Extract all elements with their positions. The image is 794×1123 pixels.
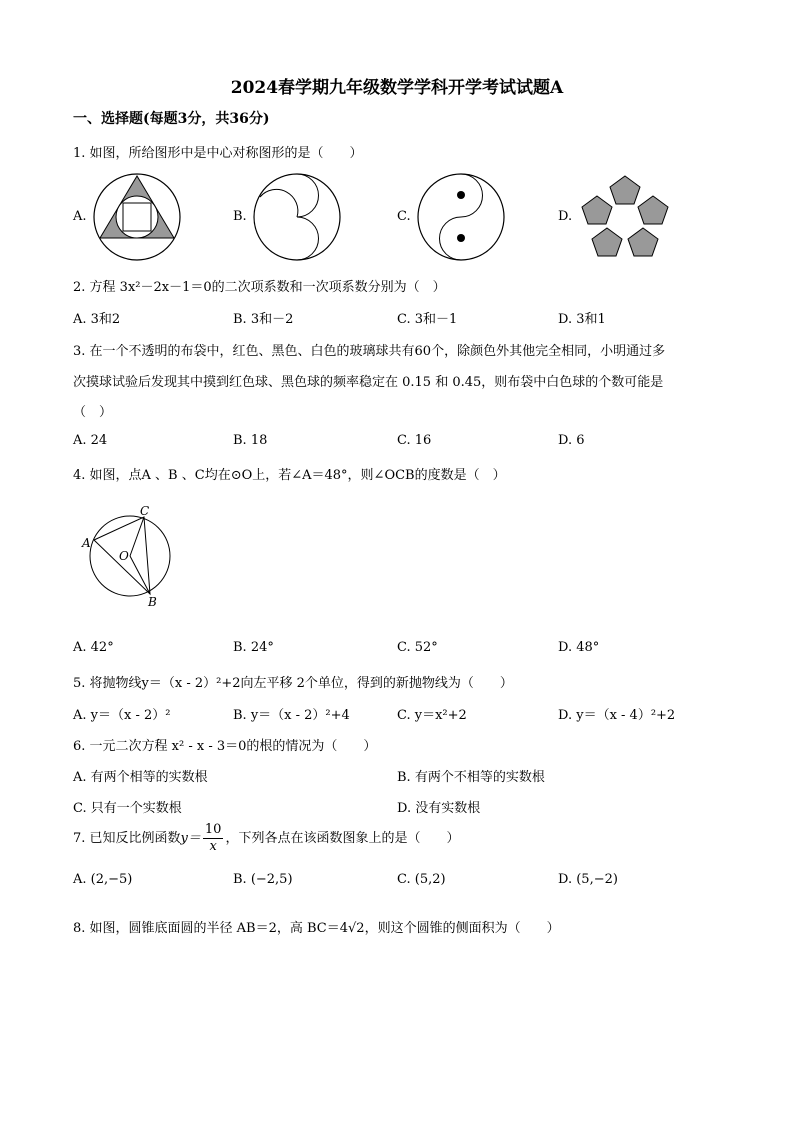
q7-option-a: A. (2,−5) <box>73 872 133 887</box>
q4-label-a: A <box>82 536 91 550</box>
q7-option-d: D. (5,−2) <box>558 872 618 887</box>
q7-option-c: C. (5,2) <box>397 872 446 887</box>
q1-figure-d <box>577 172 673 260</box>
q6-option-a: A. 有两个相等的实数根 <box>73 770 208 785</box>
q1-figure-a <box>92 172 182 262</box>
question-3-stem-line3: （ ） <box>73 405 113 420</box>
q5-option-a: A. y＝（x - 2）² <box>73 708 171 723</box>
question-7-stem <box>73 822 459 855</box>
question-3-stem-line1: 3. 在一个不透明的布袋中，红色、黑色、白色的玻璃球共有60个，除颜色外其他完全相同，小明通过多 <box>73 344 666 359</box>
q3-option-d: D. 6 <box>558 433 585 448</box>
exam-title: 2024春学期九年级数学学科开学考试试题A <box>230 78 564 98</box>
q4-option-c: C. 52° <box>397 640 438 655</box>
q5-option-c: C. y＝x²+2 <box>397 708 467 723</box>
q6-option-d: D. 没有实数根 <box>397 801 481 816</box>
q4-label-b: B <box>148 595 157 609</box>
q1-figure-c <box>416 172 506 262</box>
question-8-stem: 8. 如图，圆锥底面圆的半径 AB＝2，高 BC＝4√2，则这个圆锥的侧面积为（ ） <box>73 921 560 936</box>
q1-figure-b <box>252 172 342 262</box>
question-3-stem-line2: 次摸球试验后发现其中摸到红色球、黑色球的频率稳定在 0.15 和 0.45，则布袋中白色球的个数可能是 <box>73 375 664 390</box>
q4-option-b: B. 24° <box>233 640 274 655</box>
q2-option-d: D. 3和1 <box>558 312 606 327</box>
q4-option-d: D. 48° <box>558 640 600 655</box>
q7-stem-pre: 7. 已知反比例函数 <box>73 831 181 846</box>
q1-option-c-label: C. <box>397 209 411 224</box>
q6-option-c: C. 只有一个实数根 <box>73 801 182 816</box>
question-6-stem: 6. 一元二次方程 x² - x - 3＝0的根的情况为（ ） <box>73 739 377 754</box>
q4-label-o: O <box>119 549 129 563</box>
q1-option-d-label: D. <box>558 209 573 224</box>
question-1-stem: 1. 如图，所给图形中是中心对称图形的是（ ） <box>73 146 363 161</box>
q4-label-c: C <box>140 504 150 518</box>
q7-stem-post: ，下列各点在该函数图象上的是（ ） <box>225 831 460 846</box>
q1-option-b-label: B. <box>233 209 247 224</box>
q4-circle-figure <box>78 502 178 610</box>
q2-option-a: A. 3和2 <box>73 312 121 327</box>
q5-option-d: D. y＝（x - 4）²+2 <box>558 708 676 723</box>
q7-option-b: B. (−2,5) <box>233 872 293 887</box>
q1-option-a-label: A. <box>73 209 87 224</box>
q3-option-c: C. 16 <box>397 433 432 448</box>
q2-option-b: B. 3和－2 <box>233 312 294 327</box>
section-heading: 一、选择题(每题3分，共36分) <box>73 111 270 127</box>
question-2-stem: 2. 方程 3x²－2x－1＝0的二次项系数和一次项系数分别为（ ） <box>73 280 446 295</box>
q3-option-b: B. 18 <box>233 433 268 448</box>
q7-fraction <box>203 822 224 855</box>
q7-frac-num: 10 <box>204 822 222 837</box>
q2-option-c: C. 3和－1 <box>397 312 458 327</box>
q5-option-b: B. y＝（x - 2）²+4 <box>233 708 350 723</box>
q7-frac-den: x <box>209 839 217 854</box>
q7-y-eq: y＝ <box>180 831 201 846</box>
q4-option-a: A. 42° <box>73 640 114 655</box>
q6-option-b: B. 有两个不相等的实数根 <box>397 770 545 785</box>
q3-option-a: A. 24 <box>73 433 108 448</box>
question-5-stem: 5. 将抛物线y＝（x - 2）²+2向左平移 2个单位，得到的新抛物线为（ ） <box>73 676 513 691</box>
question-4-stem: 4. 如图，点A 、B 、C均在⊙O上，若∠A＝48°，则∠OCB的度数是（ ） <box>73 468 506 483</box>
